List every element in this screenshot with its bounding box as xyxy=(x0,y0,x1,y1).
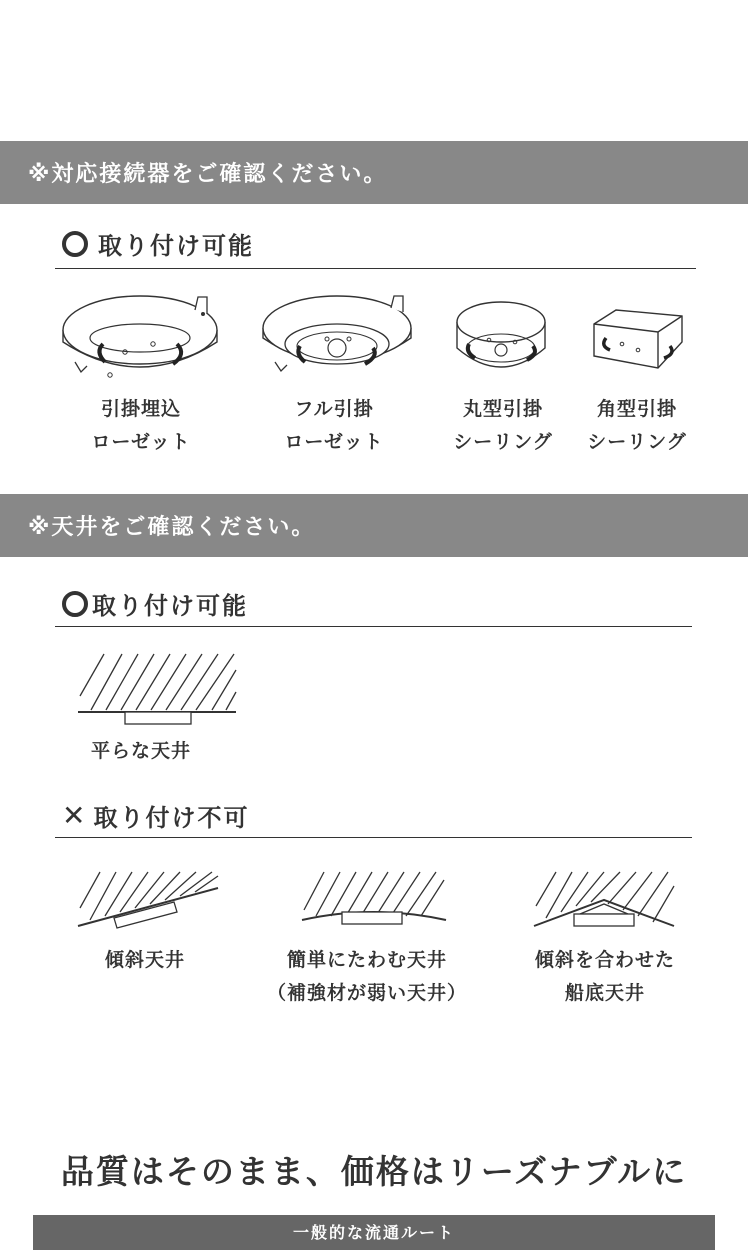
ceiling-caption xyxy=(262,944,472,1010)
caption-line: ローゼット xyxy=(284,431,384,453)
caption-line: 角型引掛 xyxy=(596,398,677,420)
connector-check-banner-text: ※対応接続器をご確認ください。 xyxy=(28,162,388,187)
connector-caption xyxy=(572,393,702,459)
sloped-ceiling-icon xyxy=(78,870,220,932)
ceiling-ng-heading-text: 取り付け不可 xyxy=(93,804,250,832)
connector-check-banner xyxy=(0,141,748,204)
circle-ok-icon xyxy=(62,591,88,617)
caption-line: 傾斜天井 xyxy=(104,949,185,971)
compatible-connectors-heading xyxy=(62,226,254,261)
ceiling-check-banner xyxy=(0,494,748,557)
distribution-route-bar xyxy=(33,1215,715,1250)
flat-ceiling-icon xyxy=(78,652,238,726)
boat-bottom-ceiling-icon xyxy=(534,870,676,942)
circle-ok-icon xyxy=(62,231,88,257)
caption-line: 引掛埋込 xyxy=(100,398,181,420)
ceiling-ok-heading xyxy=(62,586,248,621)
ceiling-caption xyxy=(78,735,204,768)
ceiling-caption xyxy=(70,944,220,977)
connector-caption xyxy=(66,393,216,459)
full-rosette-icon xyxy=(257,292,417,382)
caption-line: 簡単にたわむ天井 xyxy=(286,949,447,971)
ceiling-caption xyxy=(520,944,690,1010)
caption-line: 丸型引掛 xyxy=(462,398,543,420)
ceiling-check-banner-text: ※天井をご確認ください。 xyxy=(28,515,316,540)
caption-line: 傾斜を合わせた xyxy=(534,949,675,971)
sagging-ceiling-icon xyxy=(302,870,446,930)
compatible-connectors-heading-text: 取り付け可能 xyxy=(98,232,254,260)
caption-line: 船底天井 xyxy=(564,982,645,1004)
cross-ng-icon: ✕ xyxy=(62,798,88,832)
ceiling-ng-heading xyxy=(62,798,249,833)
section1-divider xyxy=(55,268,696,269)
caption-line: シーリング xyxy=(587,431,687,453)
connector-caption xyxy=(438,393,568,459)
ceiling-ng-divider xyxy=(55,837,692,838)
caption-line: ローゼット xyxy=(91,431,191,453)
caption-line: シーリング xyxy=(453,431,553,453)
caption-line: 平らな天井 xyxy=(90,740,191,762)
embedded-rosette-icon xyxy=(55,292,225,382)
quality-price-headline: 品質はそのまま、価格はリーズナブルに xyxy=(60,1152,688,1191)
caption-line: フル引掛 xyxy=(294,398,374,420)
ceiling-ok-divider xyxy=(55,626,692,627)
caption-line: （補強材が弱い天井） xyxy=(266,982,467,1004)
round-ceiling-icon xyxy=(453,298,549,378)
distribution-route-label: 一般的な流通ルート xyxy=(292,1223,455,1242)
connector-caption xyxy=(259,393,409,459)
ceiling-ok-heading-text: 取り付け可能 xyxy=(92,592,248,620)
square-ceiling-icon xyxy=(590,306,686,372)
